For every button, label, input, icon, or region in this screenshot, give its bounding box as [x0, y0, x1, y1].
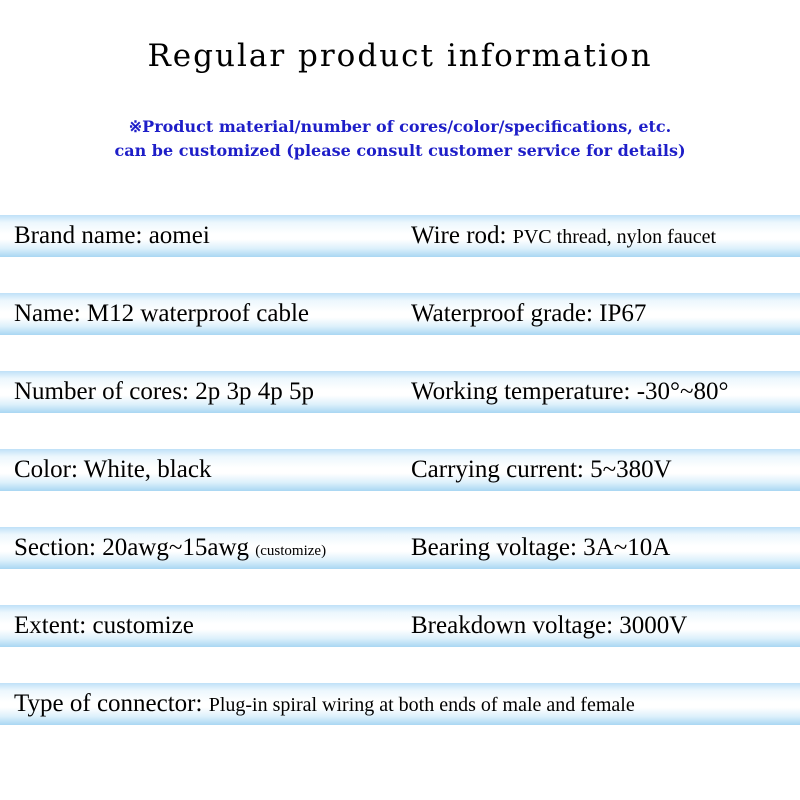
field-label: Working temperature: [411, 378, 631, 405]
field-value: White, black [83, 456, 212, 483]
connector-type-field [14, 683, 635, 725]
field-label: Brand name: [14, 222, 143, 249]
color-field [14, 449, 211, 491]
number-of-cores-field [14, 371, 314, 413]
field-value: 3000V [619, 612, 688, 639]
info-row-name [0, 293, 800, 335]
info-row-color [0, 449, 800, 491]
field-label: Wire rod: [411, 222, 507, 249]
waterproof-grade-field [411, 293, 646, 335]
field-label: Color: [14, 456, 78, 483]
field-value: customize [92, 612, 194, 639]
field-value: 3A~10A [583, 534, 671, 561]
field-value: aomei [148, 222, 210, 249]
field-value: 2p 3p 4p 5p [195, 378, 314, 405]
field-label: Carrying current: [411, 456, 584, 483]
field-value: -30°~80° [636, 378, 729, 405]
field-value: 20awg~15awg [102, 534, 250, 561]
field-label: Waterproof grade: [411, 300, 593, 327]
field-value: 5~380V [590, 456, 672, 483]
carrying-current-field [411, 449, 672, 491]
field-label: Name: [14, 300, 81, 327]
page-title: Regular product information [147, 38, 653, 74]
customization-note-line-1: ※Product material/number of cores/color/specifications, etc. [128, 117, 672, 136]
field-label: Number of cores: [14, 378, 189, 405]
customization-note-line-2: can be customized (please consult customer service for details) [114, 141, 686, 160]
section-field [14, 527, 326, 569]
field-label: Bearing voltage: [411, 534, 577, 561]
field-label: Breakdown voltage: [411, 612, 614, 639]
field-label: Extent: [14, 612, 87, 639]
field-value: M12 waterproof cable [86, 300, 310, 327]
info-row-extent [0, 605, 800, 647]
info-row-cores [0, 371, 800, 413]
info-row-brand [0, 215, 800, 257]
info-row-connector [0, 683, 800, 725]
working-temperature-field [411, 371, 729, 413]
wire-rod-field [411, 215, 716, 257]
customize-note: (customize) [255, 543, 327, 559]
extent-field [14, 605, 194, 647]
field-label: Type of connector: [14, 690, 203, 717]
field-value: Plug-in spiral wiring at both ends of male and female [208, 694, 635, 716]
bearing-voltage-field [411, 527, 670, 569]
field-label: Section: [14, 534, 96, 561]
field-value: IP67 [599, 300, 647, 327]
name-field [14, 293, 309, 335]
info-row-section [0, 527, 800, 569]
breakdown-voltage-field [411, 605, 687, 647]
field-value: PVC thread, nylon faucet [512, 226, 717, 248]
brand-name-field [14, 215, 210, 257]
